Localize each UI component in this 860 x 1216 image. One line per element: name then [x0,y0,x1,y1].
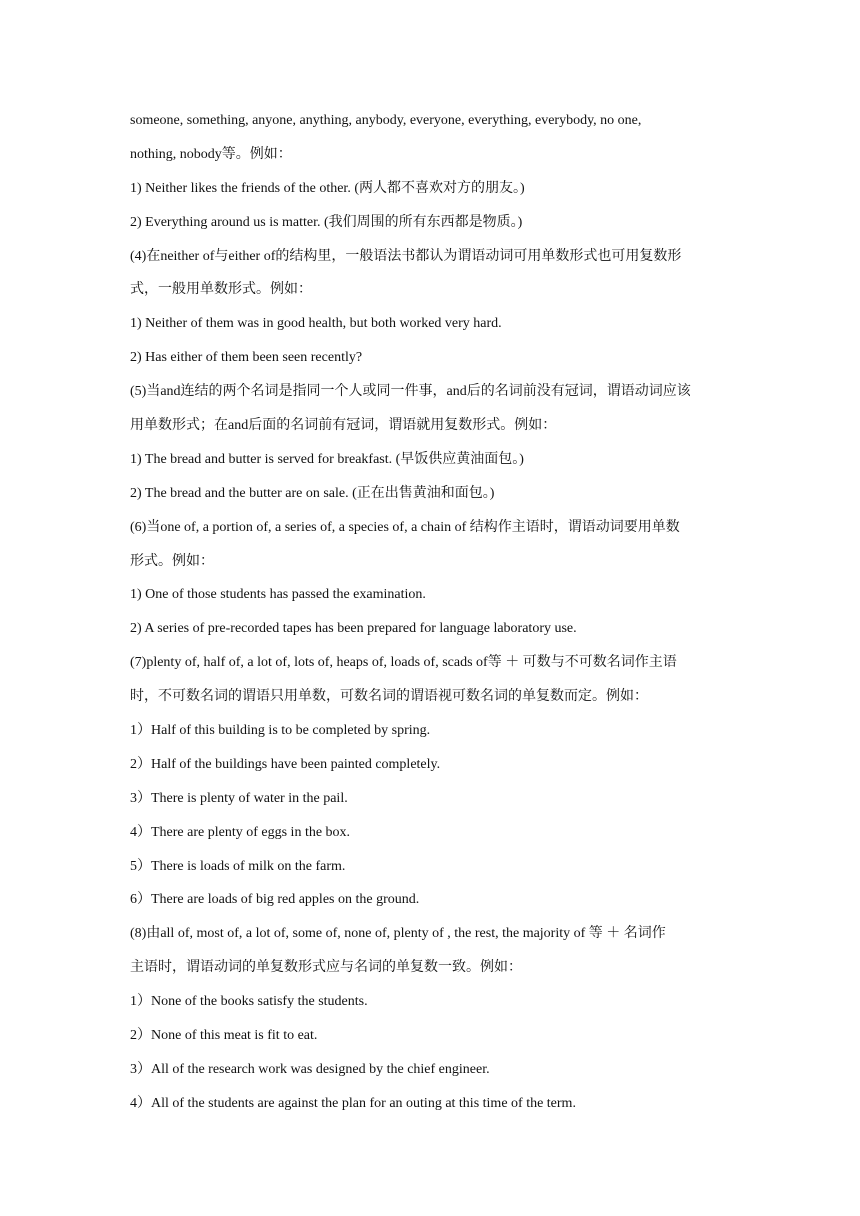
rule-heading-4: (4)在neither of与either of的结构里，一般语法书都认为谓语动词可用单数形式也可用复数形 [130,248,682,264]
text-line: 用单数形式；在and后面的名词前有冠词，谓语就用复数形式。例如： [130,418,557,434]
example-line: 2）Half of the buildings have been painted completely. [130,756,441,772]
text-line: 时，不可数名词的谓语只用单数，可数名词的谓语视可数名词的单复数而定。例如： [130,689,648,705]
text-line: someone, something, anyone, anything, anybody, everyone, everything, everybody, no one, [130,113,642,128]
example-line: 1) Neither likes the friends of the other. (两人都不喜欢对方的朋友。) [130,180,525,196]
example-line: 2) Has either of them been seen recently? [130,350,363,366]
example-line: 1）None of the books satisfy the students. [130,994,368,1010]
example-line: 2) A series of pre-recorded tapes has been prepared for language laboratory use. [130,621,577,637]
example-line: 4）All of the students are against the plan for an outing at this time of the term. [130,1095,576,1111]
rule-heading-6: (6)当one of, a portion of, a series of, a species of, a chain of 结构作主语时，谓语动词要用单数 [130,519,680,535]
rule-heading-8: (8)由all of, most of, a lot of, some of, none of, plenty of , the rest, the majority of 等 ＋ 名词作 [130,926,666,942]
rule-heading-7: (7)plenty of, half of, a lot of, lots of, heaps of, loads of, scads of等 ＋ 可数与不可数名词作主语 [130,655,677,671]
example-line: 1) The bread and butter is served for breakfast. (早饭供应黄油面包。) [130,451,524,467]
example-line: 6）There are loads of big red apples on the ground. [130,892,420,908]
example-line: 3）All of the research work was designed by the chief engineer. [130,1061,490,1077]
example-line: 3）There is plenty of water in the pail. [130,790,348,806]
example-line: 4）There are plenty of eggs in the box. [130,824,351,840]
example-line: 2) Everything around us is matter. (我们周围的所有东西都是物质。) [130,214,523,230]
text-line: nothing, nobody等。例如： [130,146,292,162]
example-line: 5）There is loads of milk on the farm. [130,858,346,874]
example-line: 1) Neither of them was in good health, but both worked very hard. [130,316,502,332]
example-line: 2）None of this meat is fit to eat. [130,1028,318,1044]
text-line: 式，一般用单数形式。例如： [130,282,312,298]
document-page [130,111,735,1128]
rule-heading-5: (5)当and连结的两个名词是指同一个人或同一件事，and后的名词前没有冠词，谓语动词应该 [130,384,691,400]
text-line: 形式。例如： [130,553,214,569]
text-line: 主语时，谓语动词的单复数形式应与名词的单复数一致。例如： [130,960,522,976]
example-line: 1）Half of this building is to be completed by spring. [130,723,431,739]
example-line: 1) One of those students has passed the examination. [130,587,426,603]
example-line: 2) The bread and the butter are on sale. (正在出售黄油和面包。) [130,485,495,501]
